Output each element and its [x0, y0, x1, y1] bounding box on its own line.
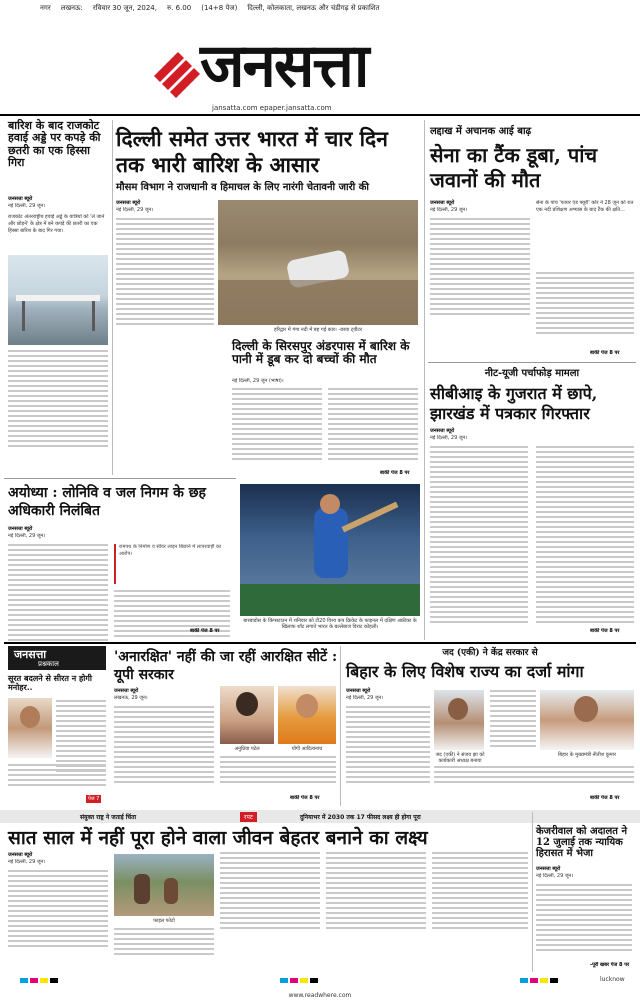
masthead-websites[interactable]: jansatta.com epaper.jansatta.com — [212, 104, 332, 112]
prashnakal-body — [56, 700, 106, 772]
bihar-sidebar — [490, 690, 536, 747]
un-report-strip — [0, 810, 640, 823]
edition-line — [0, 0, 640, 16]
ayodhya-dateline: नई दिल्ली, 29 जून। — [8, 533, 46, 539]
edition-price: रु. 6.00 — [166, 3, 192, 12]
main-story-dateline: नई दिल्ली, 29 जून। — [116, 207, 154, 213]
ayodhya-continued: बाकी पेज 8 पर — [190, 628, 220, 634]
strip-right: दुनियाभर में 2030 तक 17 फीसद लक्ष्य ही होगा पूरा — [300, 813, 421, 821]
prashnakal-box — [8, 646, 106, 670]
jansatta-logo-icon — [148, 46, 202, 100]
edition-label: lucknow — [600, 976, 625, 983]
registration-marks-right — [520, 978, 558, 983]
cricket-photo — [240, 484, 420, 616]
person2-caption: योगी आदित्यनाथ — [291, 746, 323, 752]
bihar-byline: जनसत्ता ब्यूरो — [346, 688, 371, 694]
right-story-sidebar: सेना के पांच 'फायर एंड फ्यूरी' कोर ने 28 जून को रात एक नदी प्रशिक्षण अभ्यास के बाद टैंक की क्षति... — [536, 200, 634, 213]
un-body-1 — [8, 870, 108, 947]
ayodhya-body-1 — [8, 544, 108, 641]
un-byline: जनसत्ता ब्यूरो — [8, 852, 33, 858]
kejriwal-dateline: नई दिल्ली, 29 जून। — [536, 873, 574, 879]
nitish-kumar-photo — [540, 690, 634, 750]
prashnakal-title: जनसत्ता — [14, 648, 47, 661]
nitish-kumar-caption: बिहार के मुख्यमंत्री नीतीश कुमार — [558, 752, 616, 758]
neet-body-1 — [430, 446, 528, 623]
un-photo — [114, 854, 214, 916]
edition-city: नगर — [40, 3, 51, 12]
right-story-kicker: लद्दाख में अचानक आई बाढ़ — [430, 126, 532, 137]
reservation-headline: 'अनारक्षित' नहीं की जा रहीं आरक्षित सीटें : यूपी सरकार — [114, 649, 338, 683]
column-divider — [112, 120, 113, 475]
cricket-caption: बारबाडोस के किंग्सटाउन में शनिवार को टी20 विश्व कप क्रिकेट के फाइनल में दक्षिण अफ्रीका के खिलाफ शॉट लगाते भारत के बल्लेबाज विराट कोहली। — [243, 618, 417, 630]
edition-place: लखनऊ: — [60, 3, 83, 12]
reservation-body-2 — [220, 756, 336, 783]
prashnakal-subtitle: प्रश्नकाल — [38, 660, 59, 668]
main-story-byline: जनसत्ता ब्यूरो — [116, 200, 141, 206]
section-divider — [4, 642, 636, 644]
reservation-body-1 — [114, 706, 214, 783]
column-divider-right — [424, 120, 425, 640]
bihar-body-2 — [434, 766, 634, 783]
neet-headline: सीबीआइ के गुजरात में छापे, झारखंड में पत्रकार गिरफ्तार — [430, 384, 598, 423]
flood-car-photo — [218, 200, 418, 325]
prashnakal-headline: सूरत बदलने से सीरत न होगी मनोहर.. — [8, 673, 92, 692]
sanjay-jha-caption: जद (एकी) ने संजय झा को कार्यकारी अध्यक्ष बनाया — [435, 752, 485, 764]
edition-date: रविवार 30 जून, 2024, — [92, 3, 157, 12]
edition-cities: दिल्ली, कोलकाता, लखनऊ और चंडीगढ़ से प्रकाशित — [247, 3, 380, 12]
strip-left: संयुक्त राष्ट्र ने जताई चिंता — [80, 813, 137, 821]
right-story-body — [430, 218, 530, 315]
neet-continued: बाकी पेज 8 पर — [590, 628, 620, 634]
neet-body-2 — [536, 446, 634, 623]
left-story-headline: बारिश के बाद राजकोट हवाई अड्डे पर कपड़े की छतरी का एक हिस्सा गिरा — [8, 119, 101, 169]
bihar-headline: बिहार के लिए विशेष राज्य का दर्जा मांगा — [346, 662, 584, 681]
reservation-dateline: लखनऊ, 29 जून। — [114, 695, 148, 701]
sanjay-jha-photo — [434, 690, 484, 750]
bihar-kicker: जद (एकी) ने केंद्र सरकार से — [442, 648, 538, 658]
ayodhya-byline: जनसत्ता ब्यूरो — [8, 526, 33, 532]
ayodhya-divider — [4, 478, 236, 479]
kejriwal-continued: -पूरी खबर पेज 8 पर — [590, 962, 630, 968]
right-story-body-2 — [536, 272, 634, 334]
prashnakal-body-2 — [8, 764, 106, 786]
right-story-dateline: नई दिल्ली, 29 जून। — [430, 207, 468, 213]
caption-text: हरिद्वार में गंगा नदी में बह गई कार। — [274, 327, 337, 333]
un-photo-caption: फाइल फोटो — [153, 918, 175, 924]
neet-dateline: नई दिल्ली, 29 जून। — [430, 435, 468, 441]
caption-credit: -छाया ट्वीटर — [338, 327, 362, 333]
left-story-byline: जनसत्ता ब्यूरो — [8, 196, 33, 202]
kejriwal-body — [536, 884, 632, 951]
masthead-divider — [0, 114, 640, 116]
underpass-continued: बाकी पेज 8 पर — [380, 470, 410, 476]
strip-tag: रपट — [240, 812, 257, 822]
main-story-subhead: मौसम विभाग ने राजधानी व हिमाचल के लिए नारंगी चेतावनी जारी की — [116, 182, 370, 193]
kejriwal-byline: जनसत्ता ब्यूरो — [536, 866, 561, 872]
masthead — [0, 16, 640, 112]
person1-caption: अनुप्रिया पटेल — [234, 746, 260, 752]
un-body-5 — [432, 852, 528, 929]
right-story-byline: जनसत्ता ब्यूरो — [430, 200, 455, 206]
left-story-dateline: नई दिल्ली, 29 जून। — [8, 203, 46, 209]
neet-divider — [428, 362, 636, 363]
edition-pages: (14+8 पेज) — [201, 3, 238, 12]
un-body-3 — [220, 852, 320, 929]
registration-marks-left — [20, 978, 58, 983]
bihar-body-1 — [346, 706, 430, 783]
registration-marks-center — [280, 978, 318, 983]
reservation-byline: जनसत्ता ब्यूरो — [114, 688, 139, 694]
footer-site[interactable]: www.readwhere.com — [288, 992, 352, 999]
main-story-headline: दिल्ली समेत उत्तर भारत में चार दिन तक भारी बारिश के आसार — [116, 126, 388, 177]
masthead-title: जनसत्ता — [200, 31, 368, 101]
main-story-body — [116, 218, 214, 325]
bihar-dateline: नई दिल्ली, 29 जून। — [346, 695, 384, 701]
airport-canopy-photo — [8, 255, 108, 345]
ayodhya-quote: रामपथ के निर्माण व सीवर लाइन बिछाने में लापरवाही का आरोप। — [114, 544, 235, 584]
ayodhya-headline: अयोध्या : लोनिवि व जल निगम के छह अधिकारी निलंबित — [8, 485, 206, 519]
underpass-body-2 — [328, 388, 418, 460]
bihar-continued: बाकी पेज 8 पर — [590, 795, 620, 801]
column-divider-bottom — [340, 646, 341, 806]
main-photo-caption — [218, 327, 418, 333]
un-dateline: नई दिल्ली, 29 जून। — [8, 859, 46, 865]
neet-byline: जनसत्ता ब्यूरो — [430, 428, 455, 434]
un-body-4 — [326, 852, 426, 929]
un-headline: सात साल में नहीं पूरा होने वाला जीवन बेहतर बनाने का लक्ष्य — [8, 827, 428, 849]
underpass-body-1 — [232, 388, 322, 460]
kejriwal-headline: केजरीवाल को अदालत ने 12 जुलाई तक न्यायिक हिरासत में भेजा — [536, 826, 627, 860]
left-story-body — [8, 350, 108, 447]
yogi-adityanath-photo — [278, 686, 336, 744]
anupriya-patel-photo — [220, 686, 274, 744]
reservation-continued: बाकी पेज 8 पर — [290, 795, 320, 801]
un-body-2 — [114, 928, 214, 955]
right-story-headline: सेना का टैंक डूबा, पांच जवानों की मौत — [430, 143, 598, 192]
left-story-lead: राजकोट अंतरराष्ट्रीय हवाई अड्डे के यात्रियों को 'ले जाने और छोड़ने' के क्षेत्र में बने कपड़े की छतरी का एक हिस्सा बारिश के बाद गिर गया। — [8, 214, 105, 234]
neet-kicker: नीट-यूजी पर्चाफोड़ मामला — [484, 368, 580, 379]
underpass-headline: दिल्ली के सिरसपुर अंडरपास में बारिश के पानी में डूब कर दो बच्चों की मौत — [232, 339, 410, 367]
prashnakal-page-ref: पेज 7 — [88, 796, 100, 802]
column-divider-kejriwal — [532, 812, 533, 972]
right-story-continued: बाकी पेज 8 पर — [590, 350, 620, 356]
underpass-byline: नई दिल्ली, 29 जून (भाषा)। — [232, 378, 284, 384]
prashnakal-photo — [8, 698, 52, 758]
